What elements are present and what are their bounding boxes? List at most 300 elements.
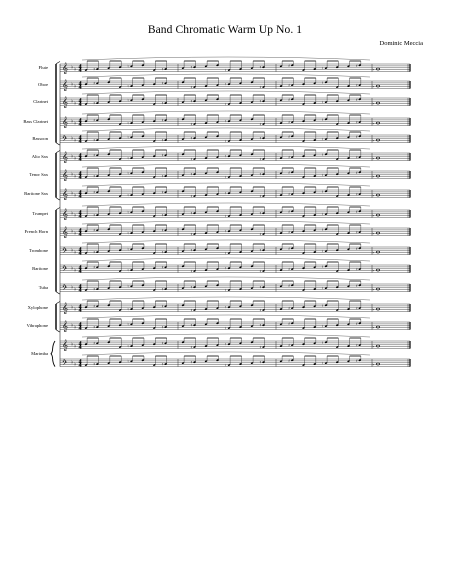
flat-icon: ♭: [74, 100, 77, 107]
accidental-icon: ♯: [259, 247, 262, 253]
instrument-label: Trumpet: [32, 210, 48, 216]
flat-icon: ♭: [74, 83, 77, 90]
accidental-icon: ♮: [322, 248, 324, 254]
time-signature-bottom: 4: [78, 288, 82, 294]
time-signature-top: 4: [78, 64, 82, 70]
accidental-icon: ♯: [288, 282, 291, 288]
accidental-icon: ♯: [190, 231, 193, 237]
accidental-icon: ♯: [161, 117, 164, 123]
staff-alto-sax: [60, 146, 410, 163]
accidental-icon: ♯: [93, 189, 96, 195]
accidental-icon: ♯: [93, 117, 96, 123]
accidental-icon: ♮: [127, 283, 129, 289]
treble-clef-icon: 𝄞: [62, 152, 68, 164]
flat-icon: ♭: [372, 324, 375, 330]
staff-bass-clarinet: [60, 111, 410, 128]
accidental-icon: ♯: [355, 191, 358, 197]
flat-icon: ♭: [71, 284, 74, 291]
accidental-icon: ♯: [93, 66, 96, 72]
flat-icon: ♭: [372, 361, 375, 367]
accidental-icon: ♯: [93, 286, 96, 292]
score-title: Band Chromatic Warm Up No. 1: [147, 24, 303, 36]
flat-icon: ♭: [74, 155, 77, 162]
time-signature-top: 4: [78, 81, 82, 87]
time-signature-top: 4: [78, 228, 82, 234]
flat-icon: ♭: [71, 322, 74, 329]
accidental-icon: ♮: [127, 134, 129, 140]
slur: [82, 240, 370, 243]
accidental-icon: ♯: [259, 284, 262, 290]
staff-vibraphone: [60, 315, 410, 332]
staff-baritone: [60, 258, 410, 275]
time-signature-bottom: 4: [78, 122, 82, 128]
accidental-icon: ♯: [161, 303, 164, 309]
instrument-label: Flute: [38, 64, 48, 70]
accidental-icon: ♮: [322, 226, 324, 232]
accidental-icon: ♮: [225, 153, 227, 159]
flat-icon: ♭: [372, 230, 375, 236]
flat-icon: ♭: [372, 212, 375, 218]
flat-icon: ♭: [74, 267, 77, 274]
accidental-icon: ♯: [259, 322, 262, 328]
accidental-icon: ♯: [355, 320, 358, 326]
flat-icon: ♭: [71, 64, 74, 71]
accidental-icon: ♯: [355, 133, 358, 139]
accidental-icon: ♮: [322, 151, 324, 157]
accidental-icon: ♮: [127, 321, 129, 327]
slur: [82, 128, 370, 131]
instrument-label: Bassoon: [32, 135, 48, 141]
accidental-icon: ♮: [127, 120, 129, 126]
slur: [82, 334, 370, 337]
flat-icon: ♭: [372, 66, 375, 72]
accidental-icon: ♯: [288, 229, 291, 235]
accidental-icon: ♮: [127, 267, 129, 273]
accidental-icon: ♯: [259, 344, 262, 350]
instrument-label: Bass Clarinet: [23, 118, 48, 124]
accidental-icon: ♯: [355, 154, 358, 160]
treble-clef-icon: 𝄞: [62, 80, 68, 92]
accidental-icon: ♯: [288, 266, 291, 272]
accidental-icon: ♮: [127, 83, 129, 89]
flat-icon: ♭: [372, 306, 375, 312]
accidental-icon: ♮: [127, 246, 129, 252]
staff-trumpet: [60, 203, 410, 220]
accidental-icon: ♯: [190, 247, 193, 253]
flat-icon: ♭: [372, 249, 375, 255]
grand-staff-brace-icon: [51, 341, 55, 367]
accidental-icon: ♯: [355, 208, 358, 214]
time-signature-bottom: 4: [78, 269, 82, 275]
accidental-icon: ♮: [322, 360, 324, 366]
accidental-icon: ♯: [93, 324, 96, 330]
flat-icon: ♭: [74, 249, 77, 256]
accidental-icon: ♮: [322, 263, 324, 269]
accidental-icon: ♮: [225, 213, 227, 219]
accidental-icon: ♯: [259, 156, 262, 162]
accidental-icon: ♮: [322, 188, 324, 194]
treble-clef-icon: 𝄞: [62, 117, 68, 129]
accidental-icon: ♮: [127, 63, 129, 69]
accidental-icon: ♮: [225, 118, 227, 124]
time-signature-top: 4: [78, 153, 82, 159]
accidental-icon: ♮: [127, 358, 129, 364]
accidental-icon: ♯: [161, 361, 164, 367]
flat-icon: ♭: [74, 212, 77, 219]
flat-icon: ♭: [71, 341, 74, 348]
accidental-icon: ♯: [259, 268, 262, 274]
accidental-icon: ♮: [322, 65, 324, 71]
accidental-icon: ♯: [288, 305, 291, 311]
accidental-icon: ♯: [355, 305, 358, 311]
accidental-icon: ♯: [288, 82, 291, 88]
flat-icon: ♭: [74, 324, 77, 331]
accidental-icon: ♮: [225, 67, 227, 73]
time-signature-bottom: 4: [78, 345, 82, 351]
accidental-icon: ♯: [190, 98, 193, 104]
instrument-label: Clarinet: [33, 98, 48, 104]
accidental-icon: ♯: [259, 231, 262, 237]
flat-icon: ♭: [74, 120, 77, 127]
flat-icon: ♭: [71, 210, 74, 217]
accidental-icon: ♯: [93, 137, 96, 143]
time-signature-top: 4: [78, 190, 82, 196]
accidental-icon: ♯: [259, 359, 262, 365]
slur: [82, 258, 370, 261]
accidental-icon: ♮: [322, 285, 324, 291]
time-signature-bottom: 4: [78, 308, 82, 314]
accidental-icon: ♮: [225, 265, 227, 271]
time-signature-bottom: 4: [78, 85, 82, 91]
accidental-icon: ♯: [190, 171, 193, 177]
instrument-label: Oboe: [38, 81, 48, 87]
staff-clarinet: [60, 91, 410, 108]
accidental-icon: ♯: [161, 264, 164, 270]
accidental-icon: ♮: [322, 323, 324, 329]
time-signature-top: 4: [78, 247, 82, 253]
accidental-icon: ♮: [225, 81, 227, 87]
accidental-icon: ♯: [161, 152, 164, 158]
accidental-icon: ♯: [190, 359, 193, 365]
treble-clef-icon: 𝄞: [62, 63, 68, 75]
accidental-icon: ♮: [322, 79, 324, 85]
accidental-icon: ♯: [259, 135, 262, 141]
accidental-icon: ♮: [127, 343, 129, 349]
accidental-icon: ♯: [190, 322, 193, 328]
accidental-icon: ♯: [161, 286, 164, 292]
staff-marimba-bass: [60, 352, 410, 369]
accidental-icon: ♮: [225, 228, 227, 234]
treble-clef-icon: 𝄞: [62, 170, 68, 182]
staff-tenor-sax: [60, 164, 410, 181]
flat-icon: ♭: [74, 343, 77, 350]
accidental-icon: ♯: [93, 212, 96, 218]
instrument-label: Xylophone: [27, 304, 48, 310]
flat-icon: ♭: [71, 98, 74, 105]
slur: [82, 74, 370, 77]
instrument-label: Tenor Sax: [29, 171, 48, 177]
flat-icon: ♭: [74, 361, 77, 368]
accidental-icon: ♯: [161, 66, 164, 72]
time-signature-top: 4: [78, 171, 82, 177]
time-signature-bottom: 4: [78, 326, 82, 332]
instrument-label: Baritone Sax: [24, 190, 48, 196]
accidental-icon: ♯: [355, 282, 358, 288]
accidental-icon: ♮: [127, 306, 129, 312]
bass-clef-icon: 𝄢: [62, 265, 68, 275]
composer-name: Dominic Meccia: [379, 40, 423, 47]
instrument-label: Baritone: [32, 265, 48, 271]
time-signature-top: 4: [78, 341, 82, 347]
accidental-icon: ♯: [288, 191, 291, 197]
staff-flute: [60, 57, 410, 74]
accidental-icon: ♮: [225, 341, 227, 347]
accidental-icon: ♯: [161, 340, 164, 346]
accidental-icon: ♯: [355, 62, 358, 68]
accidental-icon: ♯: [161, 100, 164, 106]
slur: [82, 111, 370, 114]
accidental-icon: ♮: [127, 192, 129, 198]
instrument-label: French Horn: [24, 228, 48, 234]
accidental-icon: ♯: [190, 210, 193, 216]
staff-trombone: [60, 240, 410, 257]
flat-icon: ♭: [71, 171, 74, 178]
accidental-icon: ♮: [322, 339, 324, 345]
accidental-icon: ♯: [288, 154, 291, 160]
flat-icon: ♭: [74, 230, 77, 237]
accidental-icon: ♯: [93, 340, 96, 346]
flat-icon: ♭: [372, 192, 375, 198]
accidental-icon: ♯: [161, 137, 164, 143]
staff-marimba: [60, 334, 410, 351]
time-signature-bottom: 4: [78, 194, 82, 200]
time-signature-bottom: 4: [78, 139, 82, 145]
accidental-icon: ♯: [161, 212, 164, 218]
treble-clef-icon: 𝄞: [62, 97, 68, 109]
accidental-icon: ♯: [355, 169, 358, 175]
flat-icon: ♭: [372, 343, 375, 349]
time-signature-bottom: 4: [78, 363, 82, 369]
accidental-icon: ♯: [190, 156, 193, 162]
accidental-icon: ♮: [322, 172, 324, 178]
accidental-icon: ♮: [127, 230, 129, 236]
flat-icon: ♭: [372, 155, 375, 161]
accidental-icon: ♯: [161, 189, 164, 195]
time-signature-top: 4: [78, 304, 82, 310]
instrument-label: Tuba: [38, 284, 48, 290]
time-signature-top: 4: [78, 135, 82, 141]
accidental-icon: ♯: [288, 133, 291, 139]
slur: [82, 183, 370, 186]
accidental-icon: ♯: [161, 324, 164, 330]
accidental-icon: ♯: [93, 303, 96, 309]
accidental-icon: ♯: [288, 62, 291, 68]
accidental-icon: ♯: [288, 342, 291, 348]
treble-clef-icon: 𝄞: [62, 321, 68, 333]
flat-icon: ♭: [372, 286, 375, 292]
staff-xylophone: [60, 297, 410, 314]
treble-clef-icon: 𝄞: [62, 189, 68, 201]
accidental-icon: ♮: [127, 97, 129, 103]
accidental-icon: ♯: [259, 98, 262, 104]
treble-clef-icon: 𝄞: [62, 209, 68, 221]
accidental-icon: ♯: [190, 268, 193, 274]
accidental-icon: ♮: [225, 287, 227, 293]
accidental-icon: ♮: [225, 190, 227, 196]
accidental-icon: ♯: [288, 119, 291, 125]
slur: [82, 315, 370, 318]
time-signature-bottom: 4: [78, 175, 82, 181]
slur: [82, 57, 370, 60]
accidental-icon: ♮: [127, 155, 129, 161]
accidental-icon: ♯: [355, 357, 358, 363]
flat-icon: ♭: [74, 306, 77, 313]
accidental-icon: ♯: [288, 320, 291, 326]
accidental-icon: ♯: [259, 171, 262, 177]
accidental-icon: ♯: [355, 82, 358, 88]
flat-icon: ♭: [71, 247, 74, 254]
instrument-label: Marimba: [31, 350, 48, 356]
flat-icon: ♭: [372, 120, 375, 126]
accidental-icon: ♯: [355, 96, 358, 102]
treble-clef-icon: 𝄞: [62, 303, 68, 315]
treble-clef-icon: 𝄞: [62, 227, 68, 239]
flat-icon: ♭: [372, 137, 375, 143]
accidental-icon: ♯: [288, 96, 291, 102]
accidental-icon: ♯: [93, 227, 96, 233]
accidental-icon: ♯: [93, 361, 96, 367]
accidental-icon: ♮: [322, 116, 324, 122]
accidental-icon: ♯: [259, 121, 262, 127]
staff-bassoon: [60, 128, 410, 145]
accidental-icon: ♯: [259, 193, 262, 199]
flat-icon: ♭: [71, 118, 74, 125]
time-signature-bottom: 4: [78, 214, 82, 220]
flat-icon: ♭: [372, 100, 375, 106]
accidental-icon: ♮: [225, 174, 227, 180]
accidental-icon: ♯: [93, 80, 96, 86]
accidental-icon: ♯: [288, 245, 291, 251]
accidental-icon: ♯: [161, 173, 164, 179]
flat-icon: ♭: [372, 83, 375, 89]
instrument-label: Trombone: [29, 247, 48, 253]
accidental-icon: ♯: [259, 64, 262, 70]
flat-icon: ♭: [74, 286, 77, 293]
time-signature-bottom: 4: [78, 102, 82, 108]
flat-icon: ♭: [71, 359, 74, 366]
time-signature-top: 4: [78, 359, 82, 365]
bass-clef-icon: 𝄢: [62, 359, 68, 369]
flat-icon: ♭: [74, 66, 77, 73]
accidental-icon: ♯: [288, 208, 291, 214]
accidental-icon: ♮: [322, 302, 324, 308]
staff-tuba: [60, 277, 410, 294]
staff-oboe: [60, 74, 410, 91]
accidental-icon: ♮: [225, 138, 227, 144]
slur: [82, 277, 370, 280]
slur: [82, 352, 370, 355]
accidental-icon: ♯: [355, 266, 358, 272]
accidental-icon: ♯: [190, 121, 193, 127]
bass-clef-icon: 𝄢: [62, 284, 68, 294]
flat-icon: ♭: [71, 228, 74, 235]
slur: [82, 297, 370, 300]
time-signature-top: 4: [78, 98, 82, 104]
accidental-icon: ♯: [190, 84, 193, 90]
flat-icon: ♭: [71, 304, 74, 311]
flat-icon: ♭: [372, 267, 375, 273]
accidental-icon: ♯: [161, 249, 164, 255]
accidental-icon: ♯: [93, 249, 96, 255]
accidental-icon: ♯: [190, 193, 193, 199]
accidental-icon: ♯: [190, 64, 193, 70]
time-signature-top: 4: [78, 284, 82, 290]
flat-icon: ♭: [71, 265, 74, 272]
accidental-icon: ♯: [190, 135, 193, 141]
time-signature-bottom: 4: [78, 68, 82, 74]
flat-icon: ♭: [71, 135, 74, 142]
accidental-icon: ♯: [355, 245, 358, 251]
slur: [82, 221, 370, 224]
time-signature-top: 4: [78, 322, 82, 328]
accidental-icon: ♮: [225, 101, 227, 107]
flat-icon: ♭: [74, 173, 77, 180]
slur: [82, 203, 370, 206]
accidental-icon: ♯: [93, 173, 96, 179]
bass-clef-icon: 𝄢: [62, 135, 68, 145]
accidental-icon: ♯: [93, 100, 96, 106]
flat-icon: ♭: [74, 137, 77, 144]
accidental-icon: ♯: [288, 169, 291, 175]
accidental-icon: ♮: [127, 170, 129, 176]
time-signature-bottom: 4: [78, 232, 82, 238]
accidental-icon: ♯: [93, 152, 96, 158]
flat-icon: ♭: [372, 173, 375, 179]
accidental-icon: ♯: [190, 307, 193, 313]
slur: [82, 164, 370, 167]
time-signature-bottom: 4: [78, 251, 82, 257]
treble-clef-icon: 𝄞: [62, 340, 68, 352]
accidental-icon: ♮: [225, 325, 227, 331]
flat-icon: ♭: [71, 190, 74, 197]
staff-baritone-sax: [60, 183, 410, 200]
accidental-icon: ♯: [161, 80, 164, 86]
accidental-icon: ♯: [259, 210, 262, 216]
accidental-icon: ♯: [161, 227, 164, 233]
staff-french-horn: [60, 221, 410, 238]
time-signature-top: 4: [78, 210, 82, 216]
accidental-icon: ♯: [355, 229, 358, 235]
accidental-icon: ♯: [355, 342, 358, 348]
time-signature-bottom: 4: [78, 157, 82, 163]
accidental-icon: ♮: [225, 362, 227, 368]
flat-icon: ♭: [74, 192, 77, 199]
accidental-icon: ♯: [355, 119, 358, 125]
accidental-icon: ♯: [190, 284, 193, 290]
accidental-icon: ♯: [190, 344, 193, 350]
slur: [82, 91, 370, 94]
accidental-icon: ♯: [93, 264, 96, 270]
bass-clef-icon: 𝄢: [62, 247, 68, 257]
accidental-icon: ♮: [322, 136, 324, 142]
accidental-icon: ♯: [259, 84, 262, 90]
flat-icon: ♭: [71, 153, 74, 160]
instrument-label: Vibraphone: [26, 322, 48, 328]
accidental-icon: ♯: [259, 307, 262, 313]
accidental-icon: ♮: [225, 304, 227, 310]
time-signature-top: 4: [78, 265, 82, 271]
accidental-icon: ♮: [225, 250, 227, 256]
